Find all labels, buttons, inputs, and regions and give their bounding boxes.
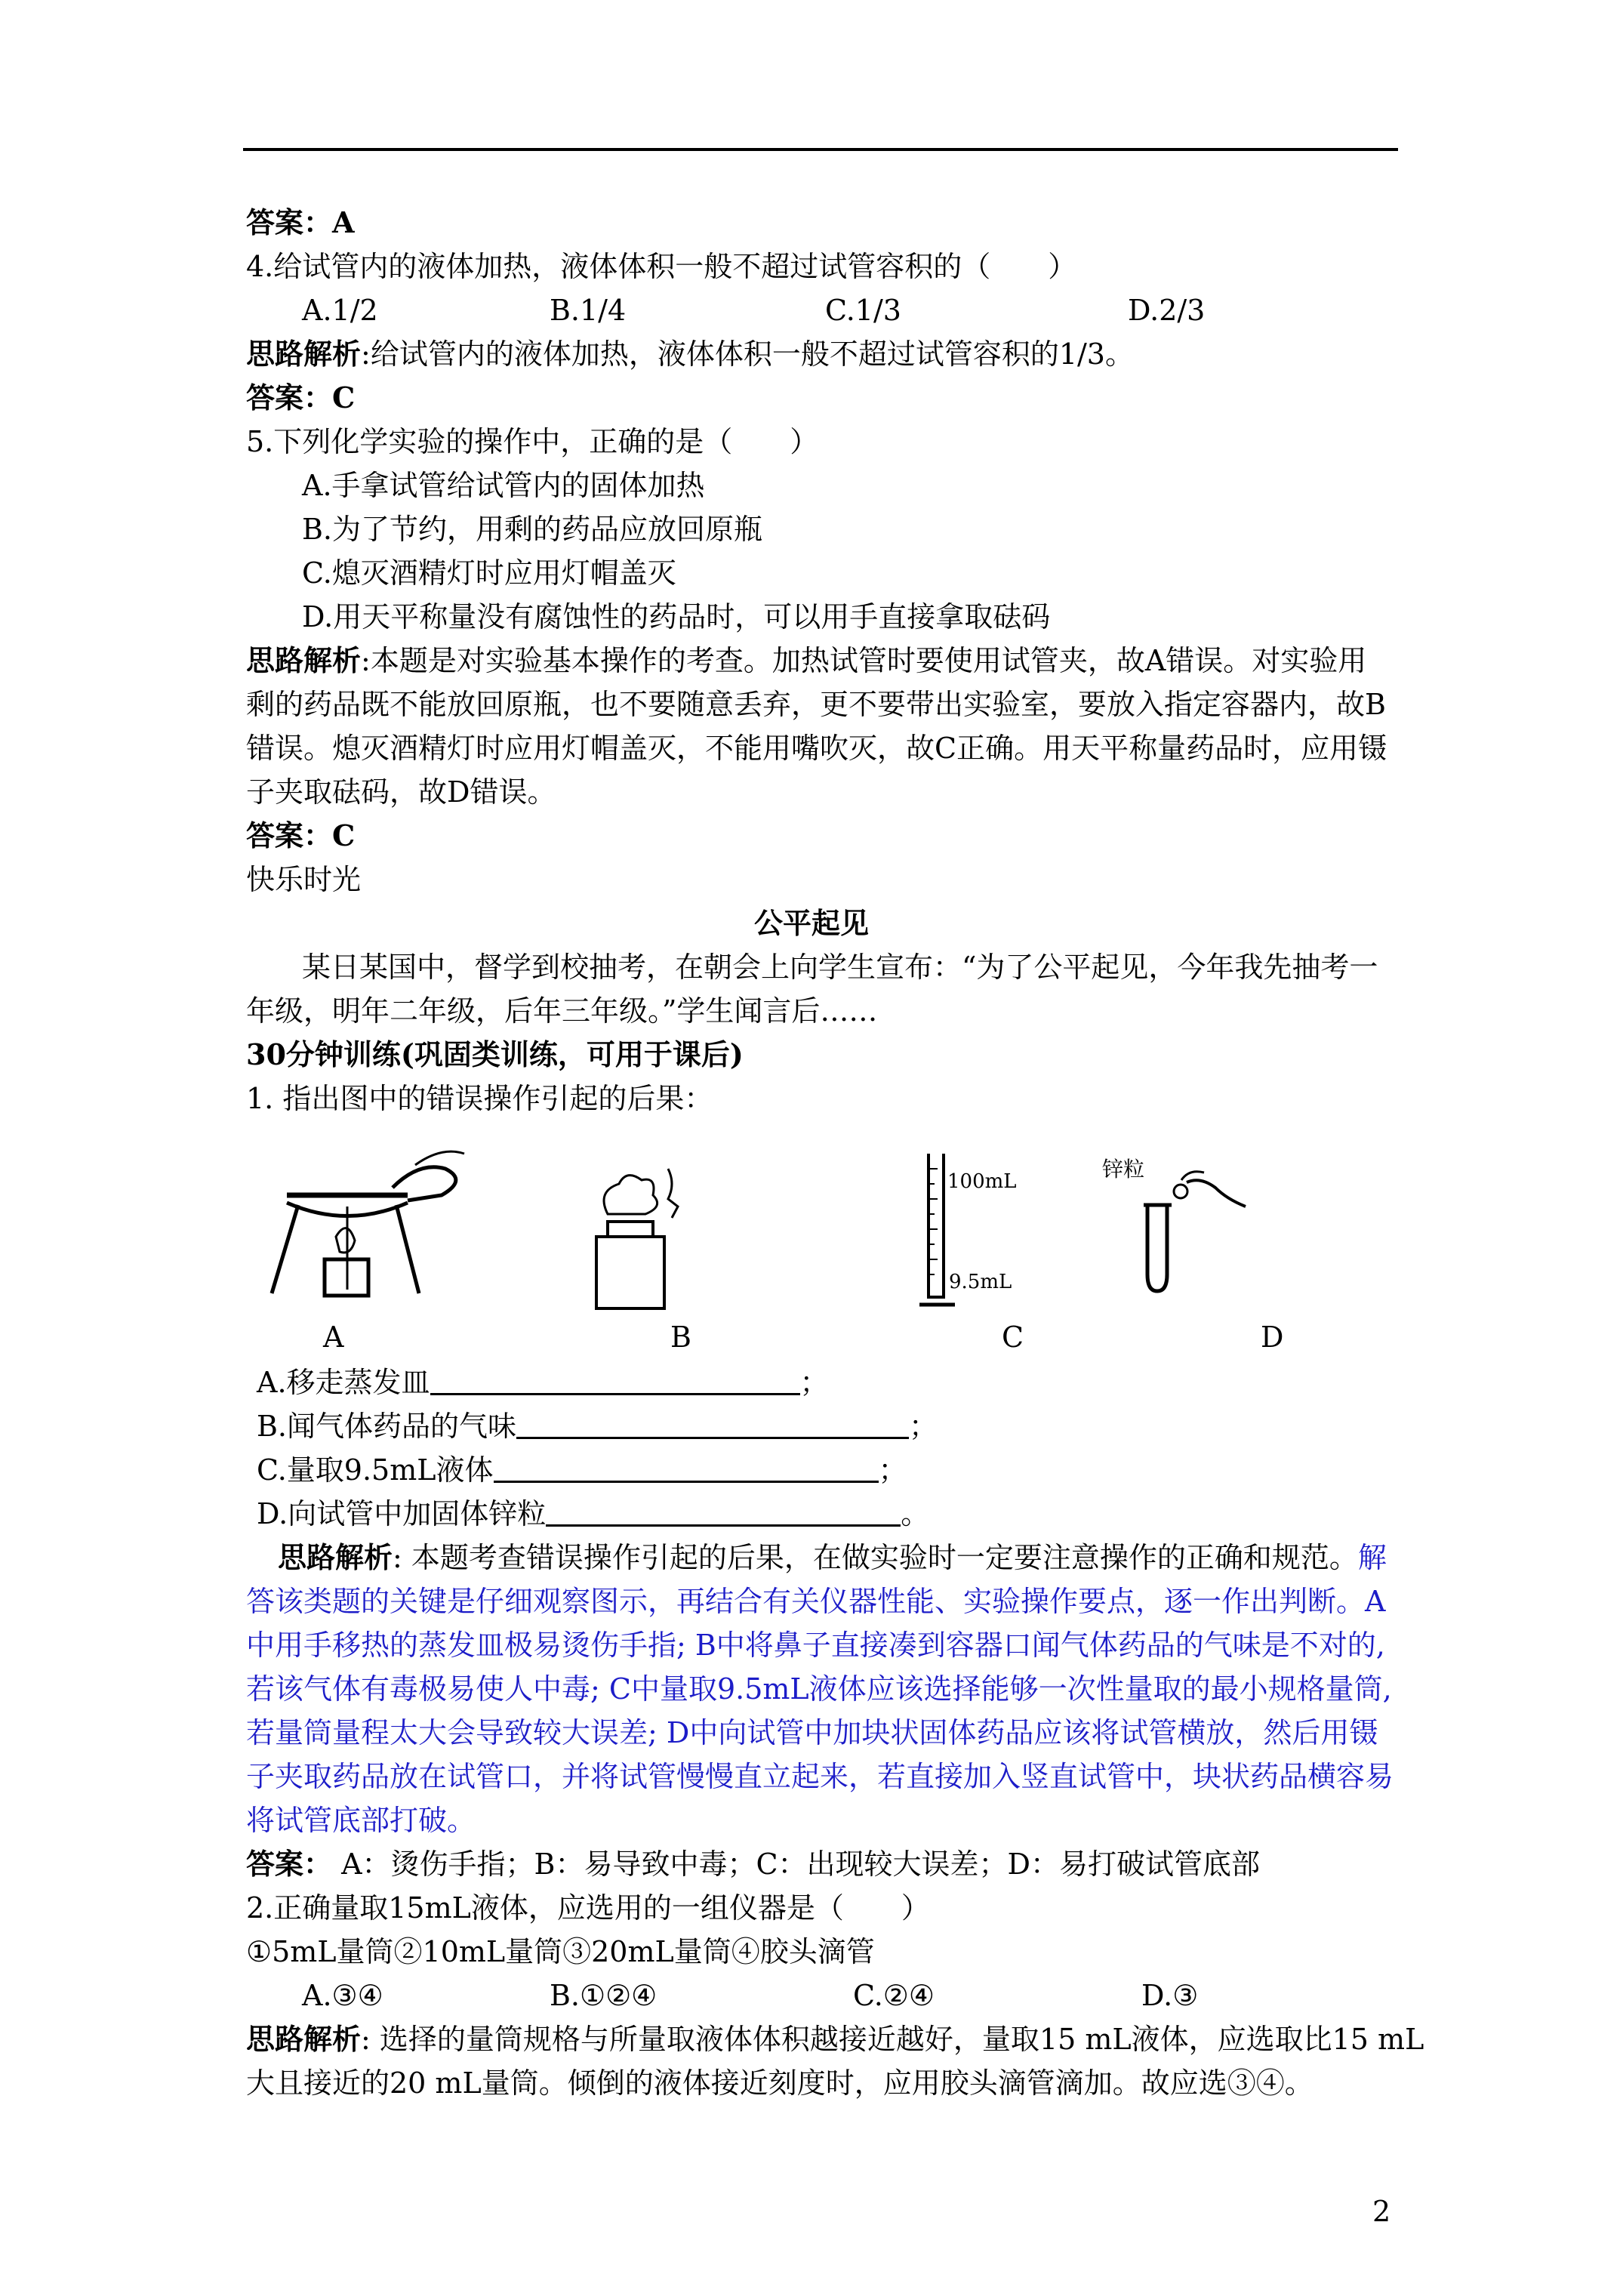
t2-analysis-line-2: 大且接近的20 mL量筒。倾倒的液体接近刻度时，应用胶头滴管滴加。故应选③④。	[246, 2066, 1313, 2100]
blank-line-d	[257, 1492, 929, 1536]
q5-analysis-line-3: 错误。熄灭酒精灯时应用灯帽盖灭，不能用嘴吹灭，故C正确。用天平称量药品时，应用镊	[246, 732, 1387, 765]
t1-analysis-line-7: 将试管底部打破。	[246, 1804, 476, 1837]
answer-text: A：烫伤手指；B：易导致中毒；C：出现较大误差；D：易打破试管底部	[332, 1848, 1261, 1881]
figure-label-d: D	[1261, 1321, 1284, 1354]
zinc-label: 锌粒	[1102, 1157, 1145, 1182]
q5-option-b: B.为了节约，用剩的药品应放回原瓶	[302, 513, 763, 546]
blank-prompt: B.闻气体药品的气味	[257, 1410, 517, 1443]
figure-b-smelling-gas	[596, 1169, 678, 1308]
q5-option-d: D.用天平称量没有腐蚀性的药品时，可以用手直接拿取砝码	[302, 600, 1051, 633]
figure-d-test-tube	[1144, 1172, 1246, 1291]
question-5: 5.下列化学实验的操作中，正确的是（ ）	[246, 425, 819, 458]
analysis-text: :本题是对实验基本操作的考查。加热试管时要使用试管夹，故A错误。对实验用	[361, 644, 1367, 677]
t2-items: ①5mL量筒②10mL量筒③20mL量筒④胶头滴管	[246, 1935, 875, 1968]
q5-analysis-line-4: 子夹取砝码，故D错误。	[246, 775, 556, 809]
analysis-text: : 本题考查错误操作引起的后果，在做实验时一定要注意操作的正确和规范。	[393, 1541, 1358, 1574]
blank-prompt: A.移走蒸发皿	[257, 1366, 430, 1399]
analysis-text-blue: 解	[1357, 1541, 1387, 1574]
story-line-2: 年级，明年二年级，后年三年级。”学生闻言后……	[246, 994, 878, 1028]
figure-label-c: C	[1002, 1321, 1024, 1354]
t1-analysis-line-1	[278, 1536, 1387, 1579]
answer-blank[interactable]	[546, 1494, 901, 1527]
t1-analysis-line-3: 中用手移热的蒸发皿极易烫伤手指; B中将鼻子直接凑到容器口闻气体药品的气味是不对的,	[246, 1629, 1385, 1662]
t2-option-b: B.①②④	[550, 1979, 658, 2012]
blank-line-a	[257, 1361, 829, 1404]
blank-end: ；	[909, 1410, 938, 1443]
story-line-1: 某日某国中，督学到校抽考，在朝会上向学生宣布：“为了公平起见，今年我先抽考一	[302, 951, 1378, 984]
answer-line: 答案：A	[246, 205, 355, 239]
analysis-label: 思路解析	[246, 2022, 362, 2056]
page-number: 2	[1372, 2195, 1391, 2228]
story-title: 公平起见	[753, 906, 869, 940]
answer-blank[interactable]	[494, 1450, 879, 1483]
training-question-1: 1. 指出图中的错误操作引起的后果：	[246, 1082, 713, 1115]
t2-option-a: A.③④	[302, 1979, 383, 2012]
answer-blank[interactable]	[430, 1363, 800, 1395]
q4-analysis	[246, 332, 1134, 376]
question-4: 4.给试管内的液体加热，液体体积一般不超过试管容积的（ ）	[246, 250, 1077, 283]
figure-label-b: B	[670, 1321, 691, 1354]
blank-line-c	[257, 1448, 907, 1492]
training-question-2: 2.正确量取15mL液体，应选用的一组仪器是（ ）	[246, 1891, 930, 1925]
blank-end: ；	[878, 1453, 907, 1487]
t2-option-d: D.③	[1141, 1979, 1199, 2012]
q5-analysis-line-1	[246, 639, 1366, 683]
analysis-text: : 选择的量筒规格与所量取液体体积越接近越好，量取15 mL液体，应选取比15 mL	[361, 2023, 1424, 2056]
t1-analysis-line-6: 子夹取药品放在试管口，并将试管慢慢直立起来，若直接加入竖直试管中，块状药品横容易	[246, 1760, 1394, 1793]
t1-analysis-line-4: 若该气体有毒极易使人中毒; C中量取9.5mL液体应该选择能够一次性量取的最小规格量筒,	[246, 1672, 1392, 1706]
figure-label-a: A	[323, 1321, 344, 1354]
analysis-text: :给试管内的液体加热，液体体积一般不超过试管容积的1/3。	[361, 337, 1134, 371]
blank-prompt: C.量取9.5mL液体	[257, 1453, 494, 1487]
lab-operations-figure	[264, 1123, 1313, 1350]
q4-option-c: C.1/3	[825, 294, 901, 327]
cylinder-top-label: 100mL	[947, 1170, 1017, 1193]
figure-a-evaporating-dish	[272, 1151, 464, 1296]
q4-option-b: B.1/4	[550, 294, 627, 327]
cylinder-bottom-label: 9.5mL	[949, 1271, 1012, 1293]
header-rule	[243, 148, 1398, 151]
analysis-label: 思路解析	[246, 643, 362, 677]
blank-end: ；	[799, 1366, 829, 1399]
q5-option-c: C.熄灭酒精灯时应用灯帽盖灭	[302, 556, 676, 590]
blank-line-b	[257, 1404, 938, 1448]
q4-option-a: A.1/2	[302, 294, 378, 327]
t1-answer	[246, 1842, 1260, 1886]
q5-answer: 答案：C	[246, 818, 356, 852]
q5-option-a: A.手拿试管给试管内的固体加热	[302, 469, 705, 502]
t1-analysis-line-5: 若量筒量程太大会导致较大误差; D中向试管中加块状固体药品应该将试管横放，然后用镊	[246, 1716, 1378, 1749]
blank-prompt: D.向试管中加固体锌粒	[257, 1497, 547, 1530]
section-30min: 30分钟训练(巩固类训练，可用于课后)	[246, 1037, 744, 1071]
blank-end: 。	[901, 1497, 930, 1530]
analysis-label: 思路解析	[278, 1540, 393, 1574]
t2-option-c: C.②④	[853, 1979, 935, 2012]
t2-analysis-line-1	[246, 2017, 1424, 2061]
answer-label: 答案：	[246, 1847, 333, 1881]
q5-analysis-line-2: 剩的药品既不能放回原瓶，也不要随意丢弃，更不要带出实验室，要放入指定容器内，故B	[246, 688, 1386, 721]
happy-time-heading: 快乐时光	[246, 863, 362, 896]
q4-option-d: D.2/3	[1128, 294, 1206, 327]
q4-answer: 答案：C	[246, 381, 356, 415]
t1-analysis-line-2: 答该类题的关键是仔细观察图示，再结合有关仪器性能、实验操作要点，逐一作出判断。A	[246, 1585, 1386, 1618]
analysis-label: 思路解析	[246, 337, 362, 371]
answer-blank[interactable]	[516, 1407, 909, 1439]
